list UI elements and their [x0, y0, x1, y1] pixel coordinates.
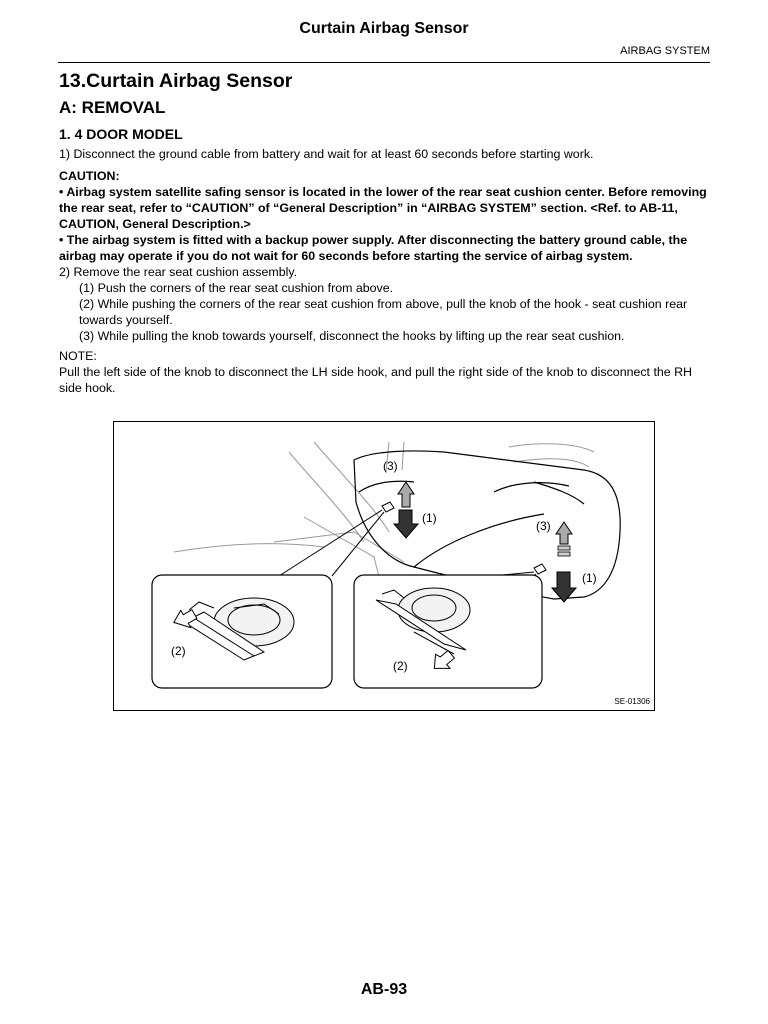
callout-2-left: (2) — [171, 644, 186, 658]
note-text: Pull the left side of the knob to disconnect the LH side hook, and pull the right side of the knob to disconnect the RH side hook. — [59, 365, 693, 395]
callout-3-left: (3) — [383, 459, 398, 473]
caution-item-2: • The airbag system is fitted with a backup power supply. After disconnecting the battery ground cable, the airbag may operate if you do not wait for 60 seconds before starting the service of airbag system. — [59, 233, 688, 263]
model-heading: 1. 4 DOOR MODEL — [59, 126, 183, 142]
seat-cushion-removal-figure — [113, 421, 655, 711]
header-divider — [58, 62, 710, 63]
document-body — [59, 68, 711, 396]
figure-illustration — [114, 422, 654, 710]
callout-2-right: (2) — [393, 659, 408, 673]
step-1: 1) Disconnect the ground cable from battery and wait for at least 60 seconds before starting work. — [59, 147, 594, 161]
callout-3-right: (3) — [536, 519, 551, 533]
step-2-sub-1: (1) Push the corners of the rear seat cushion from above. — [79, 281, 394, 295]
left-push-arrow — [394, 510, 418, 538]
note-label: NOTE: — [59, 349, 97, 363]
callout-1-left: (1) — [422, 511, 437, 525]
subsection-heading: A: REMOVAL — [59, 98, 166, 117]
right-lift-arrow — [556, 522, 572, 556]
section-heading: 13.Curtain Airbag Sensor — [59, 70, 293, 92]
callout-1-right: (1) — [582, 571, 597, 585]
caution-item-1: • Airbag system satellite safing sensor is located in the lower of the rear seat cushion center. Before removing the rear seat, refer to “CAUTION” of “General Description” in “AIRBAG SYSTEM” section. <Ref. to AB-11, CAUTION, General Description.> — [59, 185, 707, 231]
section-tag: AIRBAG SYSTEM — [620, 45, 710, 57]
page-header-title: Curtain Airbag Sensor — [299, 20, 469, 37]
step-2-sub-3: (3) While pulling the knob towards yourself, disconnect the hooks by lifting up the rear seat cushion. — [79, 329, 625, 343]
figure-code: SE-01306 — [614, 697, 650, 706]
step-2: 2) Remove the rear seat cushion assembly. — [59, 265, 298, 279]
step-2-sub-2: (2) While pushing the corners of the rear seat cushion from above, pull the knob of the hook - seat cushion rear towards yourself. — [79, 297, 688, 327]
right-inset — [354, 575, 542, 688]
left-inset — [152, 575, 332, 688]
caution-label: CAUTION: — [59, 169, 120, 183]
page-number: AB-93 — [360, 981, 408, 998]
